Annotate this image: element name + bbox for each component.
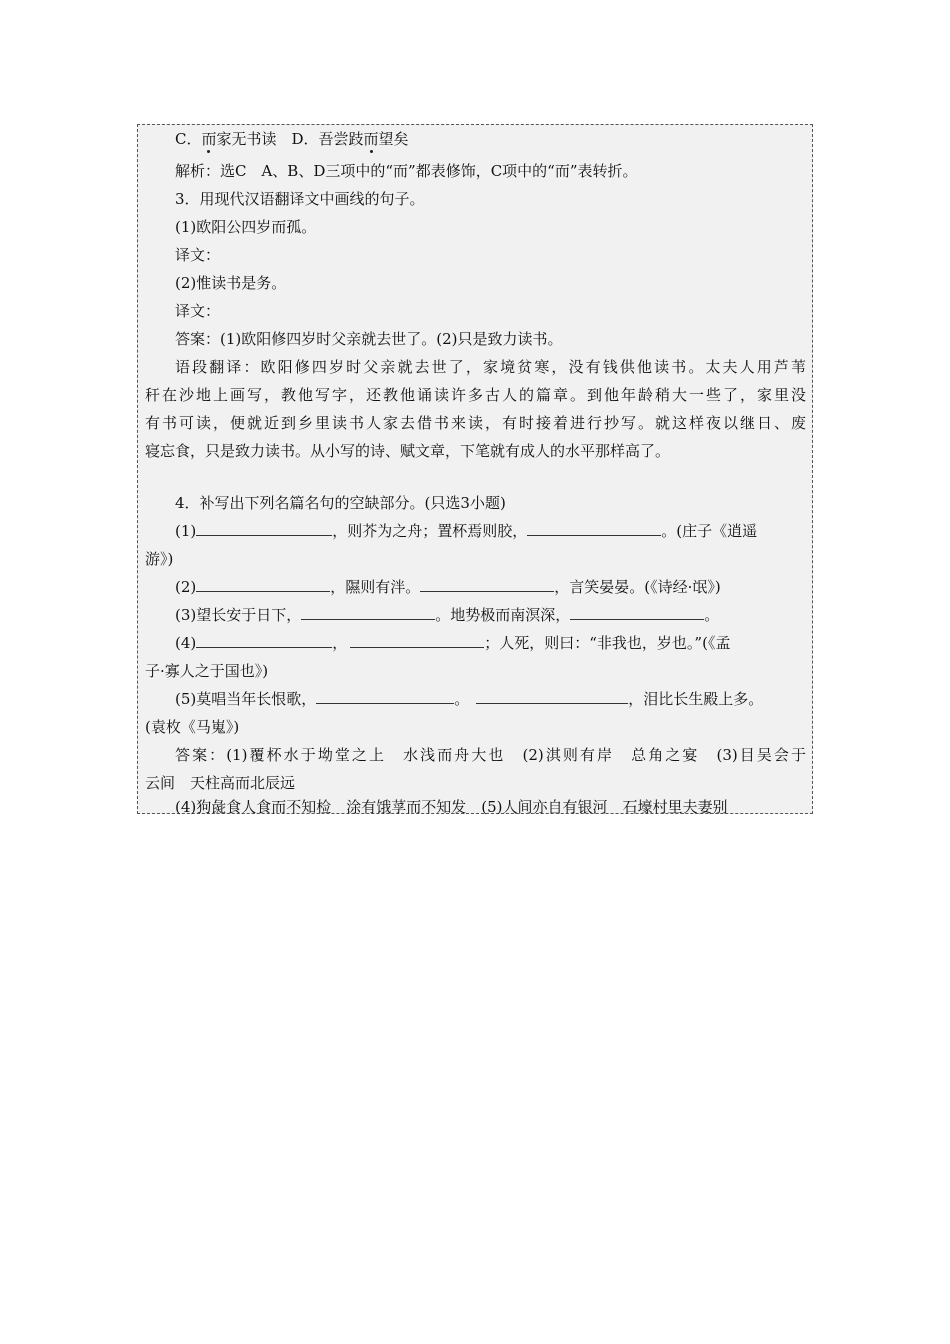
answer-blank[interactable] <box>570 606 704 620</box>
option-d-text: 家无书读 D．吾尝跂 <box>216 130 364 148</box>
q3-title: 3．用现代汉语翻译文中画线的句子。 <box>175 190 425 208</box>
q4-title: 4．补写出下列名篇名句的空缺部分。(只选3小题) <box>175 494 506 512</box>
q3-sentence-2: (2)惟读书是务。 <box>175 274 287 292</box>
q3-translation-label-1: 译文： <box>175 246 221 264</box>
answer-blank[interactable] <box>476 690 628 704</box>
emphasized-char: 而 <box>363 130 379 148</box>
q4-item-3: (3)望长安于日下， 。地势极而南溟深， 。 <box>175 606 720 624</box>
q4-item-5-cont: (袁枚《马嵬》) <box>145 718 240 736</box>
q4-answer: 答案：(1)覆杯水于坳堂之上 水浅而舟大也 (2)淇则有岸 总角之宴 (3)目吴会于 <box>175 746 806 764</box>
q3-answer: 答案：(1)欧阳修四岁时父亲就去世了。(2)只是致力读书。 <box>175 330 563 348</box>
paragraph-line: 语段翻译：欧阳修四岁时父亲就去世了，家境贫寒，没有钱供他读书。太夫人用芦苇 <box>175 358 806 376</box>
q2-analysis: 解析：选C A、B、D三项中的“而”都表修饰，C项中的“而”表转折。 <box>175 162 638 180</box>
paragraph-line: 秆在沙地上画写，教他写字，还教他诵读许多古人的篇章。到他年龄稍大一些了，家里没 <box>145 386 806 404</box>
option-d-end: 望矣 <box>378 130 409 148</box>
answer-blank[interactable] <box>316 690 454 704</box>
q4-answer-cont: (4)狗彘食人食而不知检 涂有饿莩而不知发 (5)人间亦自有银河 石壕村里夫妻别 <box>175 798 728 816</box>
q4-item-4-cont: 子·寡人之于国也》) <box>145 662 269 680</box>
q4-item-1: (1) ，则芥为之舟；置杯焉则胶， 。(庄子《逍遥 <box>175 522 758 540</box>
paragraph-line: 有书可读，便就近到乡里读书人家去借书来读，有时接着进行抄写。就这样夜以继日、废 <box>145 414 806 432</box>
answer-blank[interactable] <box>350 634 484 648</box>
answer-blank[interactable] <box>196 522 332 536</box>
q4-item-5: (5)莫唱当年长恨歌， 。 ，泪比长生殿上多。 <box>175 690 764 708</box>
q2-options <box>145 129 806 149</box>
q4-item-1-cont: 游》) <box>145 550 174 568</box>
q4-item-2: (2) ，隰则有泮。 ，言笑晏晏。(《诗经·氓》) <box>175 578 721 596</box>
emphasized-char: 而 <box>201 130 217 148</box>
answer-blank[interactable] <box>196 578 330 592</box>
q3-translation-label-2: 译文： <box>175 302 221 320</box>
exercise-box <box>137 124 813 814</box>
answer-blank[interactable] <box>420 578 554 592</box>
answer-blank[interactable] <box>527 522 661 536</box>
q4-answer-cont: 云间 天柱高而北辰远 <box>145 774 296 792</box>
paragraph-line: 寝忘食，只是致力读书。从小写的诗、赋文章，下笔就有成人的水平那样高了。 <box>145 442 671 460</box>
q4-item-4: (4) ， ；人死，则曰：“非我也，岁也。”(《孟 <box>175 634 731 652</box>
option-c-label: C． <box>175 130 202 148</box>
q3-sentence-1: (1)欧阳公四岁而孤。 <box>175 218 317 236</box>
answer-blank[interactable] <box>196 634 332 648</box>
answer-blank[interactable] <box>301 606 435 620</box>
